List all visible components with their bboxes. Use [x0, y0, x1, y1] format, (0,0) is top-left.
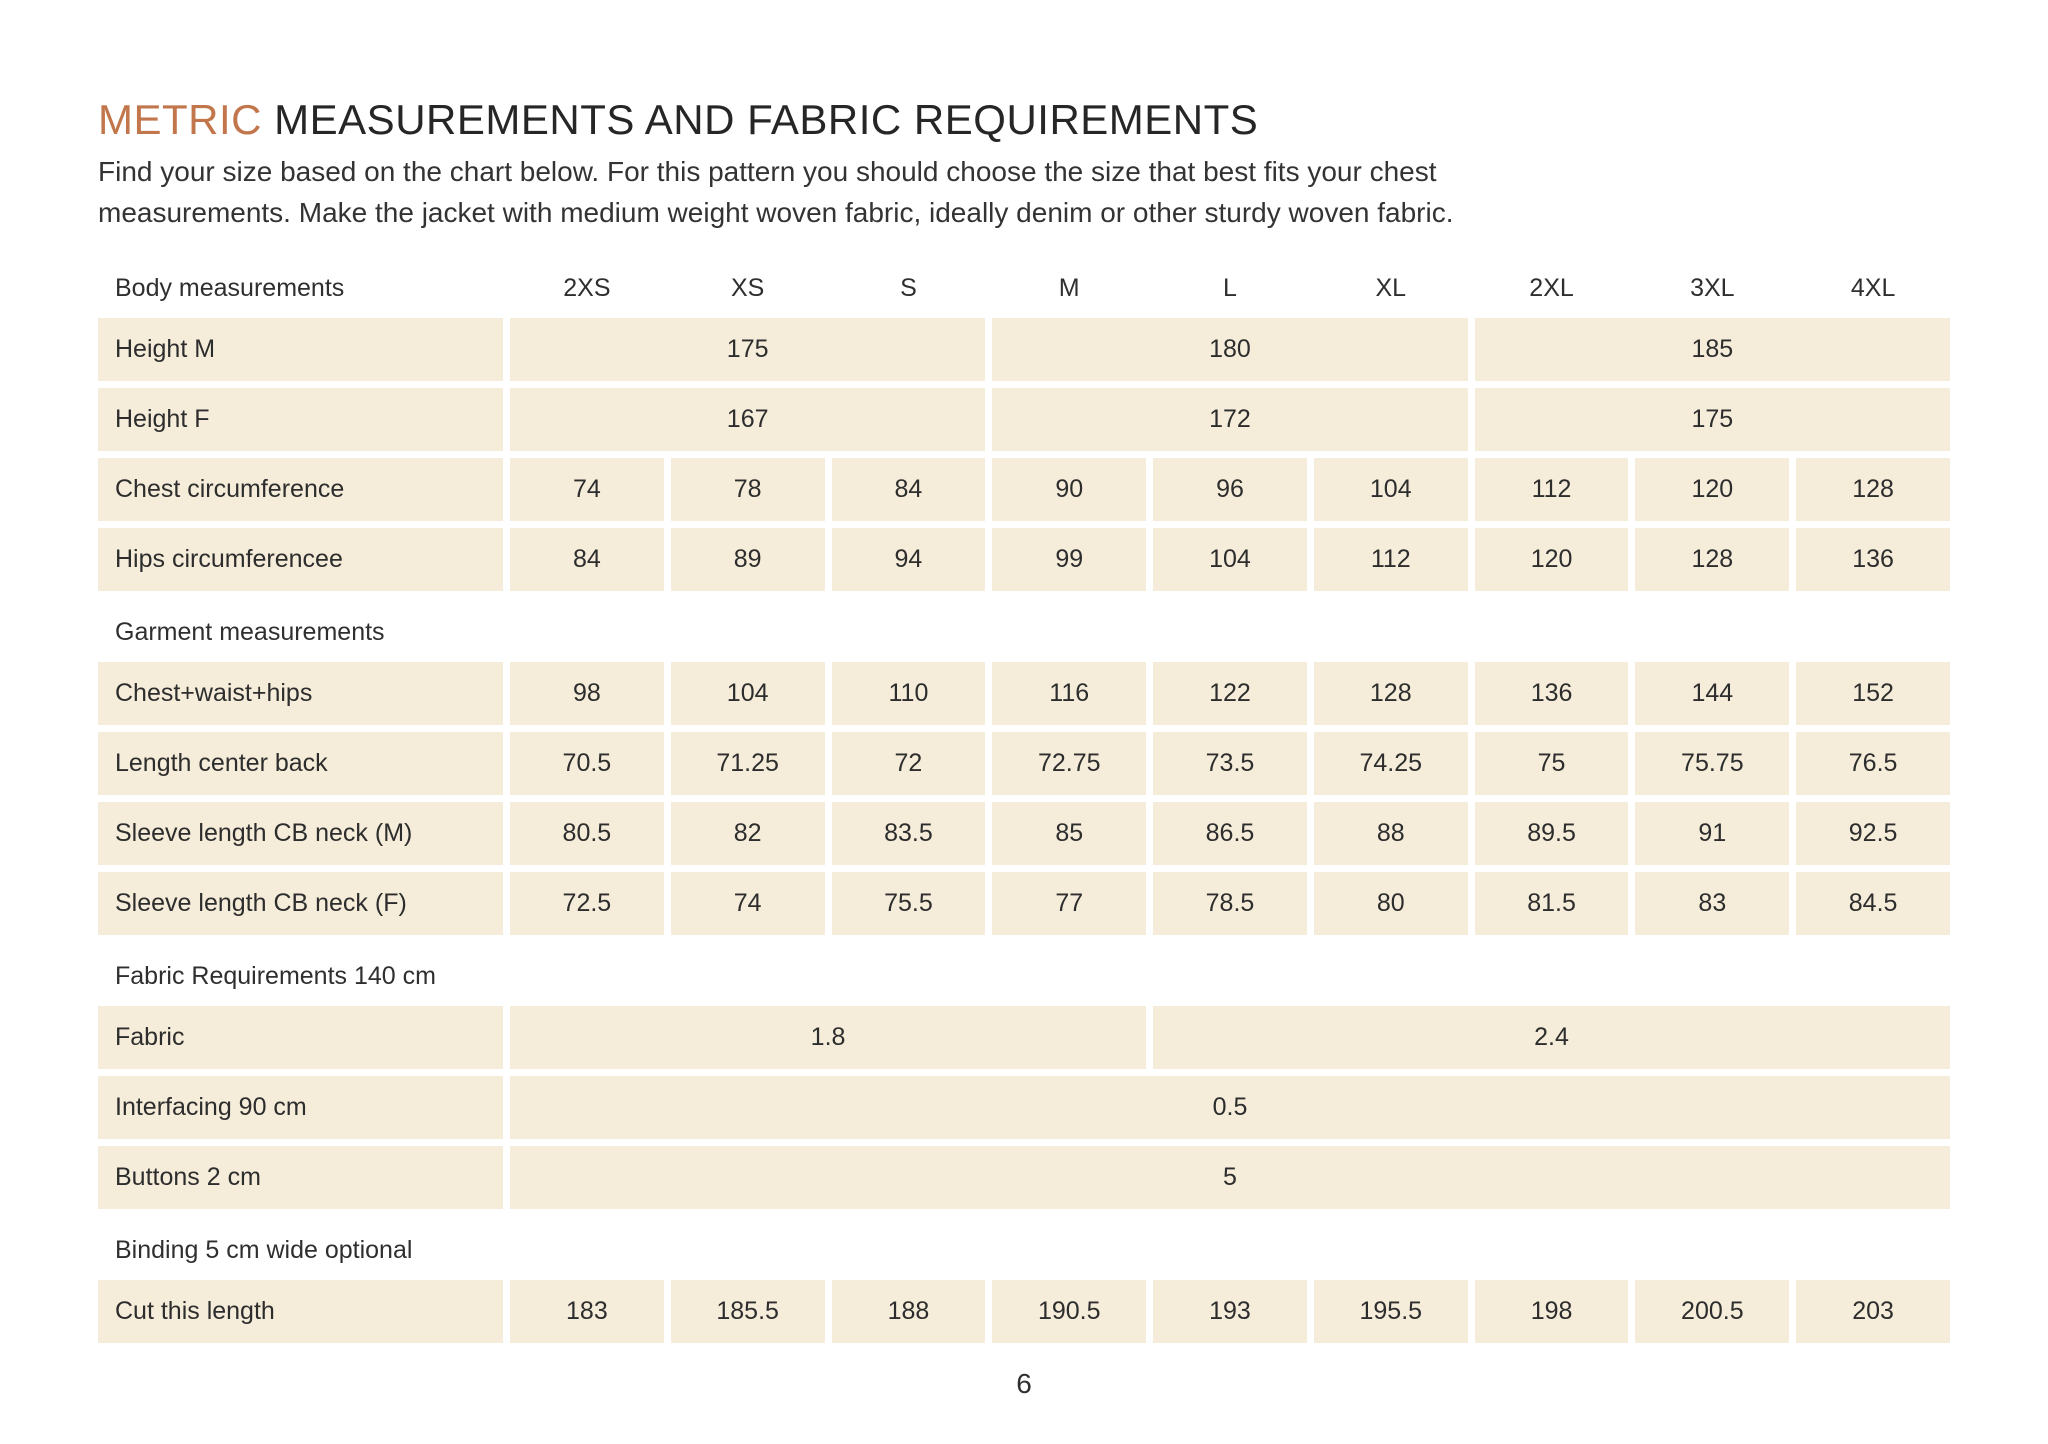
section-header: Fabric Requirements 140 cm	[98, 942, 1950, 999]
size-column-header-2xl: 2XL	[1475, 267, 1629, 311]
row-label: Fabric	[98, 1006, 503, 1069]
size-column-header-3xl: 3XL	[1635, 267, 1789, 311]
value-cell: 72.75	[992, 732, 1146, 795]
row-label: Chest+waist+hips	[98, 662, 503, 725]
row-label: Sleeve length CB neck (F)	[98, 872, 503, 935]
value-cell: 180	[992, 318, 1467, 381]
table-header-label: Body measurements	[98, 267, 503, 311]
value-cell: 91	[1635, 802, 1789, 865]
value-cell: 85	[992, 802, 1146, 865]
value-cell: 94	[832, 528, 986, 591]
value-cell: 167	[510, 388, 985, 451]
value-cell: 198	[1475, 1280, 1629, 1343]
value-cell: 172	[992, 388, 1467, 451]
intro-line-1: Find your size based on the chart below. For this pattern you should choose the size that best fits your chest	[98, 156, 1437, 188]
value-cell: 195.5	[1314, 1280, 1468, 1343]
size-column-header-l: L	[1153, 267, 1307, 311]
title-rest: MEASUREMENTS AND FABRIC REQUIREMENTS	[262, 96, 1259, 143]
row-label: Sleeve length CB neck (M)	[98, 802, 503, 865]
value-cell: 80	[1314, 872, 1468, 935]
size-column-header-xl: XL	[1314, 267, 1468, 311]
value-cell: 128	[1796, 458, 1950, 521]
value-cell: 74.25	[1314, 732, 1468, 795]
value-cell: 175	[1475, 388, 1950, 451]
title-highlight: METRIC	[98, 96, 262, 143]
value-cell: 120	[1635, 458, 1789, 521]
size-column-header-m: M	[992, 267, 1146, 311]
size-table	[98, 267, 1950, 1343]
value-cell: 74	[671, 872, 825, 935]
row-label: Chest circumference	[98, 458, 503, 521]
value-cell: 70.5	[510, 732, 664, 795]
value-cell: 116	[992, 662, 1146, 725]
value-cell: 96	[1153, 458, 1307, 521]
size-column-header-s: S	[832, 267, 986, 311]
value-cell: 188	[832, 1280, 986, 1343]
section-header: Binding 5 cm wide optional	[98, 1216, 1950, 1273]
value-cell: 1.8	[510, 1006, 1146, 1069]
row-label: Height F	[98, 388, 503, 451]
value-cell: 77	[992, 872, 1146, 935]
value-cell: 84	[510, 528, 664, 591]
value-cell: 203	[1796, 1280, 1950, 1343]
value-cell: 136	[1796, 528, 1950, 591]
value-cell: 72	[832, 732, 986, 795]
value-cell: 74	[510, 458, 664, 521]
value-cell: 92.5	[1796, 802, 1950, 865]
page-title	[98, 96, 1950, 144]
value-cell: 183	[510, 1280, 664, 1343]
size-column-header-xs: XS	[671, 267, 825, 311]
value-cell: 72.5	[510, 872, 664, 935]
value-cell: 136	[1475, 662, 1629, 725]
value-cell: 73.5	[1153, 732, 1307, 795]
value-cell: 193	[1153, 1280, 1307, 1343]
value-cell: 80.5	[510, 802, 664, 865]
intro-line-2: measurements. Make the jacket with medium weight woven fabric, ideally denim or other sturdy woven fabric.	[98, 196, 1454, 228]
value-cell: 78.5	[1153, 872, 1307, 935]
value-cell: 99	[992, 528, 1146, 591]
row-label: Cut this length	[98, 1280, 503, 1343]
value-cell: 75.5	[832, 872, 986, 935]
value-cell: 122	[1153, 662, 1307, 725]
value-cell: 75	[1475, 732, 1629, 795]
value-cell: 83.5	[832, 802, 986, 865]
value-cell: 200.5	[1635, 1280, 1789, 1343]
row-label: Length center back	[98, 732, 503, 795]
intro-text	[98, 152, 1950, 233]
value-cell: 81.5	[1475, 872, 1629, 935]
value-cell: 128	[1314, 662, 1468, 725]
value-cell: 112	[1314, 528, 1468, 591]
value-cell: 89.5	[1475, 802, 1629, 865]
value-cell: 104	[1314, 458, 1468, 521]
size-column-header-2xs: 2XS	[510, 267, 664, 311]
row-label: Hips circumferencee	[98, 528, 503, 591]
page-number: 6	[1016, 1368, 1032, 1399]
row-label: Buttons 2 cm	[98, 1146, 503, 1209]
value-cell: 71.25	[671, 732, 825, 795]
row-label: Height M	[98, 318, 503, 381]
size-column-header-4xl: 4XL	[1796, 267, 1950, 311]
value-cell: 144	[1635, 662, 1789, 725]
value-cell: 82	[671, 802, 825, 865]
value-cell: 104	[1153, 528, 1307, 591]
value-cell: 185.5	[671, 1280, 825, 1343]
value-cell: 84	[832, 458, 986, 521]
value-cell: 110	[832, 662, 986, 725]
value-cell: 104	[671, 662, 825, 725]
value-cell: 190.5	[992, 1280, 1146, 1343]
value-cell: 78	[671, 458, 825, 521]
value-cell: 86.5	[1153, 802, 1307, 865]
value-cell: 89	[671, 528, 825, 591]
value-cell: 98	[510, 662, 664, 725]
value-cell: 88	[1314, 802, 1468, 865]
value-cell: 120	[1475, 528, 1629, 591]
value-cell: 5	[510, 1146, 1950, 1209]
value-cell: 2.4	[1153, 1006, 1950, 1069]
value-cell: 90	[992, 458, 1146, 521]
value-cell: 152	[1796, 662, 1950, 725]
value-cell: 0.5	[510, 1076, 1950, 1139]
value-cell: 84.5	[1796, 872, 1950, 935]
value-cell: 76.5	[1796, 732, 1950, 795]
value-cell: 75.75	[1635, 732, 1789, 795]
value-cell: 128	[1635, 528, 1789, 591]
value-cell: 185	[1475, 318, 1950, 381]
value-cell: 112	[1475, 458, 1629, 521]
section-header: Garment measurements	[98, 598, 1950, 655]
value-cell: 175	[510, 318, 985, 381]
row-label: Interfacing 90 cm	[98, 1076, 503, 1139]
value-cell: 83	[1635, 872, 1789, 935]
